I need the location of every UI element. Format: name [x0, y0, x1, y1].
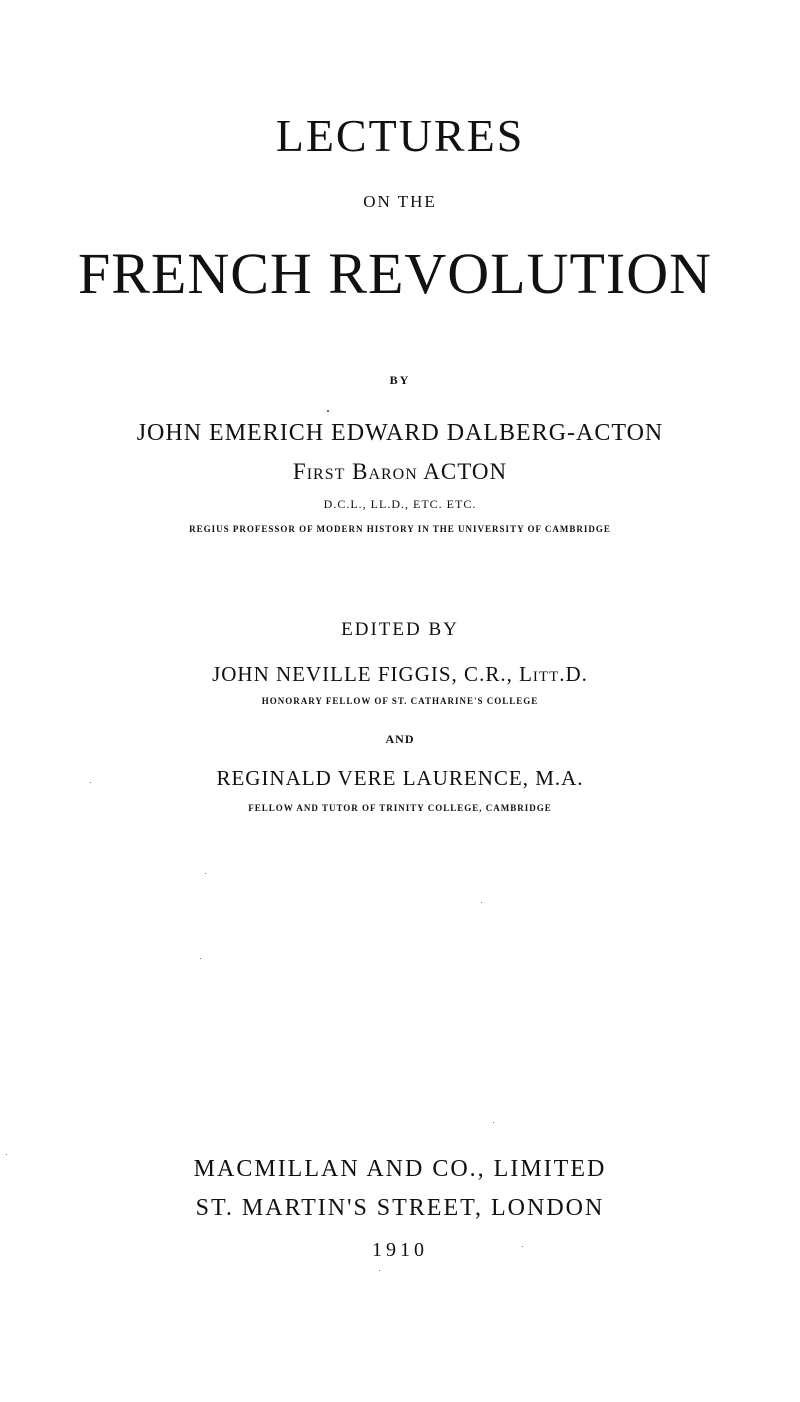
author-name: JOHN EMERICH EDWARD DALBERG-ACTON [136, 420, 664, 446]
scan-speck [493, 1122, 494, 1123]
author-position: REGIUS PROFESSOR OF MODERN HISTORY IN THE UNIVERSITY OF CAMBRIDGE [189, 524, 611, 534]
scan-speck [90, 782, 91, 783]
publisher-name: MACMILLAN AND CO., LIMITED [193, 1156, 607, 1182]
book-subject: FRENCH REVOLUTION [77, 241, 713, 306]
title-connector: ON THE [363, 192, 437, 211]
edited-by-label: EDITED BY [341, 619, 459, 640]
editor-2-role: FELLOW AND TUTOR OF TRINITY COLLEGE, CAMBRIDGE [248, 803, 552, 813]
scan-speck [379, 1270, 380, 1271]
scan-speck [6, 1154, 7, 1155]
scan-speck [522, 1246, 523, 1247]
scan-speck [481, 902, 482, 903]
editor-1-role: HONORARY FELLOW OF ST. CATHARINE'S COLLEGE [261, 696, 539, 706]
book-title: LECTURES [275, 110, 525, 161]
publication-year: 1910 [372, 1239, 428, 1261]
scan-speck [200, 958, 201, 959]
scan-speck [205, 873, 206, 874]
author-degrees: D.C.L., LL.D., ETC. ETC. [323, 497, 477, 511]
author-title: First Baron ACTON [292, 459, 508, 484]
editor-2-name: REGINALD VERE LAURENCE, M.A. [216, 766, 584, 790]
editor-1-degree: Litt.D. [519, 662, 588, 686]
and-label: AND [385, 732, 415, 746]
scan-speck [327, 410, 329, 412]
editor-1-name: JOHN NEVILLE FIGGIS, C.R., [212, 662, 513, 686]
by-label: BY [389, 373, 411, 387]
publisher-address: ST. MARTIN'S STREET, LONDON [195, 1195, 605, 1221]
editor-1-name-line [0, 664, 800, 685]
